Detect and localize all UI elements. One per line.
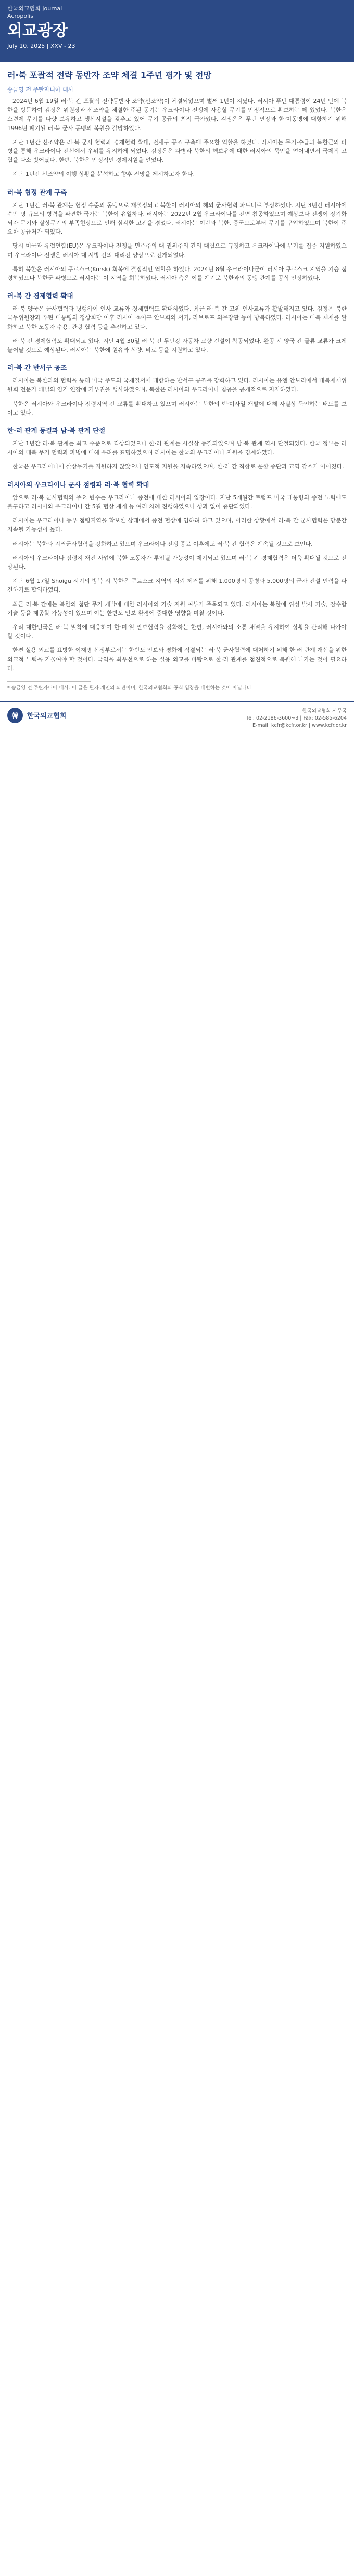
section-anti-west — [0, 364, 354, 417]
paragraph: 지난 1년간 러·북 관계는 최고 수준으로 격상되었으나 한·러 관계는 사실상 동결되었으며 남·북 관계 역시 단절되었다. 한국 정부는 러시아의 대북 무기 협력과 파병에 대해 우려를 표명하였으며 러시아는 한국의 우크라이나 지원을 경계하였다. — [7, 440, 347, 456]
section-heading: 러·북 간 반서구 공조 — [7, 364, 67, 372]
paragraph: 지난 1년간 러·북 관계는 협정 수준의 동맹으로 재설정되고 북한이 러시아의 해외 군사협력 파트너로 부상하였다. 지난 3년간 러시아에 수만 명 규모의 병력을 파견한 국가는 북한이 유일하다. 러시아는 2022년 2월 우크라이나를 전면 침공하였으며 예상보다 전쟁이 장기화 되자 무기와 살상무기의 부족현상으로 인해 심각한 고전을 겪었다. 러시아는 이란과 북한, 중국으로부터 무기를 구입하였으며 북한이 주요한 공급처가 되었다. — [7, 201, 347, 236]
paragraph: 지난 1년간 신조약은 러·북 군사 협력과 경제협력 확대, 전세구 공조 구축에 주요한 역할을 하였다. 러시아는 무기·수급과 북한군의 파병을 통해 우크라이나 전선에서 우위를 유지하게 되었다. 김정은은 파병과 북한의 핵보유에 대한 러시아의 묵인을 얻어내면서 국제적 고립을 다소 벗어났다. 한편, 북한은 안정적인 경제지원을 얻었다. — [7, 138, 347, 164]
institute-logo-icon: 韓 — [7, 708, 23, 723]
paragraph: 러·북 간 경제협력도 확대되고 있다. 지난 4월 30일 러·북 간 두만강 자동차 교량 건설이 착공되었다. 완공 시 양국 간 물류 교류가 크게 늘어날 것으로 예상된다. 러시아는 북한에 원유와 식량, 비료 등을 지원하고 있다. — [7, 337, 347, 354]
paragraph: 지난 1년간 신조약의 이행 상황을 분석하고 향후 전망을 제시하고자 한다. — [12, 171, 195, 178]
section-heading: 러·북 간 경제협력 확대 — [7, 292, 73, 300]
section-heading: 러시아의 우크라이나 군사 점령과 러·북 협력 확대 — [7, 480, 149, 489]
paragraph: 한국은 우크라이나에 살상무기를 지원하지 않았으나 인도적 지원을 지속하였으며, 한·러 간 직항로 운항 중단과 교역 감소가 이어졌다. — [12, 463, 344, 470]
issue-info: July 10, 2025 | XXV - 23 — [7, 43, 75, 49]
footer-contact — [246, 708, 347, 729]
journal-subtitle: Acropolis — [7, 12, 33, 19]
paragraph: 한편 실용 외교를 표방한 이재명 신정부로서는 한반도 안보와 평화에 직결되는 러·북 군사협력에 대처하기 위해 한·러 관계 개선을 위한 외교적 노력을 기울여야 할 것이다. 국익을 최우선으로 하는 실용 외교를 바탕으로 한·러 관계를 점진적으로 복원해 나가는 것이 필요하다. — [7, 647, 347, 672]
page-footer — [0, 701, 354, 738]
page — [0, 0, 354, 738]
contact-office: 한국외교협회 사무국 — [302, 708, 347, 714]
paragraph: 특히 북한은 러시아의 쿠르스크(Kursk) 회복에 결정적인 역할을 하였다. 2024년 8월 우크라이나군이 러시아 쿠르스크 지역을 기습 점령하였으나 북한군 파병으로 러시아는 이 지역을 회복하였다. 러시아 측은 이를 계기로 북한과의 동맹 관계를 공식 인정하였다. — [7, 265, 347, 282]
footnote-divider — [7, 681, 91, 682]
paragraph: 북한은 러시아와 우크라이나 점령지역 간 교류를 확대하고 있으며 러시아는 북한의 핵·미사일 개발에 대해 사실상 묵인하는 태도를 보이고 있다. — [7, 400, 347, 416]
article-title-block — [0, 62, 354, 97]
section-economic-cooperation — [0, 292, 354, 354]
paragraph: 2024년 6월 19일 러·북 간 포괄적 전략동반자 조약(신조약)이 체결되었으며 벌써 1년이 지났다. 러시아 푸틴 대통령이 24년 만에 북한을 방문하여 김정은 위원장과 신조약을 체결한 주된 동기는 우크라이나 전쟁에 사용할 무기를 안정적으로 확보하는 데 있었다. 북한은 소련제 무기를 다량 보유하고 생산시설을 갖추고 있어 무기 공급의 최적 국가였다. 김정은은 푸틴 연장과 한·미동맹에 대항하기 위해 1996년 폐기된 러·북 군사 동맹의 복원을 갈망하였다. — [7, 98, 347, 132]
section-military-cooperation — [0, 188, 354, 283]
contact-phone: Tel: 02-2186-3600~3 | Fax: 02-585-6204 — [246, 715, 347, 721]
paragraph: 앞으로 러·북 군사협력의 주요 변수는 우크라이나 종전에 대한 러시아의 입장이다. 지난 5개월간 트럼프 미국 대통령의 종전 노력에도 불구하고 러시아와 우크라이나 간 5월 협상 재개 등 여러 차례 진행하였으나 성과 없이 중단되었다. — [7, 494, 347, 510]
paragraph: 러시아의 우크라이나 점령지 재건 사업에 북한 노동자가 투입될 가능성이 제기되고 있으며 러·북 간 경제협력은 더욱 확대될 것으로 전망된다. — [7, 554, 347, 570]
paragraph: 러시아는 우크라이나 동부 점령지역을 확보한 상태에서 종전 협상에 임하려 하고 있으며, 이러한 상황에서 러·북 간 군사협력은 당분간 지속될 가능성이 높다. — [7, 517, 347, 533]
paragraph: 당시 미국과 유럽연합(EU)은 우크라이나 전쟁을 민주주의 대 권위주의 간의 대립으로 규정하고 우크라이나에 무기를 집중 지원하였으며 우크라이나 전쟁은 러시아 대 서방 간의 대리전 양상으로 전개되었다. — [7, 242, 347, 259]
section-heading: 러·북 협정 관계 구축 — [7, 188, 67, 196]
section-outlook — [0, 481, 354, 673]
paragraph: 우리 대한민국은 러·북 밀착에 대응하여 한·미·일 안보협력을 강화하는 한편, 러시아와의 소통 채널을 유지하여 상황을 관리해 나가야 할 것이다. — [7, 623, 347, 640]
paragraph: 러시아는 북한과 지역군사협력을 강화하고 있으며 우크라이나 전쟁 종료 이후에도 러·북 간 협력은 계속될 것으로 보인다. — [12, 540, 313, 547]
paragraph: 러·북 양국은 군사협력과 병행하여 인사 교류와 경제협력도 확대하였다. 최근 러·북 간 고위 인사교류가 활발해지고 있다. 김정은 북한 국무위원장과 푸틴 대통령의 정상회담 이후 러시아 쇼이구 안보회의 서기, 라브로프 외무장관 등이 방북하였다. 러시아는 대북 제재를 완화하고 북한 노동자 수용, 관광 협력 등을 추진하고 있다. — [7, 305, 347, 330]
section-heading: 한·러 관계 동결과 남·북 관계 단절 — [7, 427, 106, 435]
paragraph: 지난 6월 17일 Shoigu 서기의 방북 시 북한은 쿠르스크 지역의 지뢰 제거를 위해 1,000명의 공병과 5,000명의 군사 건설 인력을 파견하기로 합의하였다. — [7, 578, 347, 594]
journal-name: 한국외교협회 Journal — [7, 5, 62, 12]
paragraph: 최근 러·북 간에는 북한의 첨단 무기 개발에 대한 러시아의 기술 지원 여부가 주목되고 있다. 러시아는 북한에 위성 발사 기술, 잠수함 기술 등을 제공할 가능성이 있으며 이는 한반도 안보 환경에 중대한 영향을 미칠 것이다. — [7, 600, 347, 617]
footer-brand — [7, 708, 66, 723]
paragraph: 러시아는 북한과의 협력을 통해 미국 주도의 국제질서에 대항하는 반서구 공조를 강화하고 있다. 러시아는 유엔 안보리에서 대북제재위원회 전문가 패널의 임기 연장에 거부권을 행사하였으며, 북한은 러시아의 우크라이나 침공을 공개적으로 지지하였다. — [7, 377, 347, 393]
section-intro — [0, 97, 354, 179]
institute-name: 한국외교협회 — [27, 712, 67, 721]
article-title: 러·북 포괄적 전략 동반자 조약 체결 1주년 평가 및 전망 — [7, 70, 211, 80]
masthead-title: 외교광장 — [7, 22, 68, 40]
section-korea-relations — [0, 427, 354, 471]
article-author: 송금영 전 주탄자니아 대사 — [7, 86, 74, 93]
footnote: * 송금영 전 주탄자니아 대사. 이 글은 필자 개인의 의견이며, 한국외교협회의 공식 입장을 대변하는 것이 아닙니다. — [7, 685, 254, 691]
contact-email[interactable]: E-mail: kcfr@kcfr.or.kr | www.kcfr.or.kr — [252, 722, 347, 728]
masthead-header — [0, 0, 354, 62]
